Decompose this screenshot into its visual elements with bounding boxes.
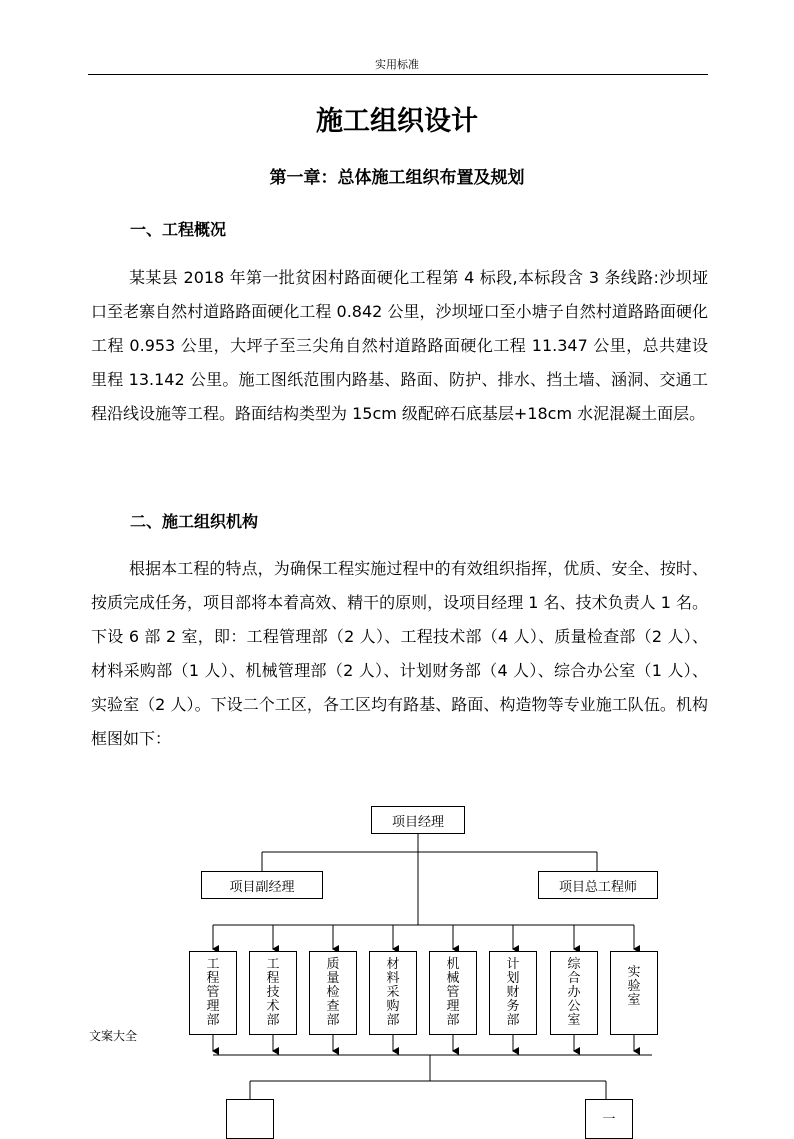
header-label: 实用标准 bbox=[375, 58, 419, 71]
org-box-work-area bbox=[226, 1099, 274, 1139]
department-label: 综合办公室 bbox=[567, 957, 581, 1028]
org-box-department bbox=[369, 951, 417, 1035]
document-title: 施工组织设计 bbox=[316, 106, 478, 137]
section-heading-organization: 二、施工组织机构 bbox=[130, 512, 259, 531]
work-area-label: 一 bbox=[602, 1112, 616, 1127]
department-label: 工程管理部 bbox=[206, 957, 220, 1028]
org-box-department bbox=[249, 951, 297, 1035]
paragraph-organization: 根据本工程的特点，为确保工程实施过程中的有效组织指挥，优质、安全、按时、按质完成任务，项目部将本着高效、精干的原则，设项目经理 1 名、技术负责人 1 名。下设 6 部 2 室，即：工程管理部（2 人）、工程技术部（4 人）、质量检查部（2 人）、材料采购部（1 人）、机械管理部（2 人）、计划财务部（4 人）、综合办公室（1 人）、实验室（2 人）。下设二个工区，各工区均有路基、路面、构造物等专业施工队伍。机构框图如下： bbox=[91, 559, 708, 748]
department-label: 质量检查部 bbox=[326, 957, 340, 1028]
department-label: 计划财务部 bbox=[506, 957, 520, 1028]
department-label: 工程技术部 bbox=[266, 957, 280, 1028]
org-box-department bbox=[309, 951, 357, 1035]
section-heading-overview: 一、工程概况 bbox=[130, 220, 227, 239]
org-box-deputy-manager: 项目副经理 bbox=[201, 871, 323, 899]
org-box-work-area bbox=[585, 1099, 633, 1139]
org-box-department bbox=[489, 951, 537, 1035]
org-box-chief-engineer: 项目总工程师 bbox=[538, 871, 658, 899]
org-box-department bbox=[610, 951, 658, 1035]
department-label: 机械管理部 bbox=[446, 957, 460, 1028]
paragraph-overview: 某某县 2018 年第一批贫困村路面硬化工程第 4 标段,本标段含 3 条线路:沙坝垭口至老寨自然村道路路面硬化工程 0.842 公里，沙坝垭口至小塘子自然村道路路面硬化工程 0.953 公里，大坪子至三尖角自然村道路路面硬化工程 11.347 公里，总共建设里程 13.142 公里。施工图纸范围内路基、路面、防护、排水、挡土墙、涵洞、交通工程沿线设施等工程。路面结构类型为 15cm 级配碎石底基层+18cm 水泥混凝土面层。 bbox=[91, 268, 708, 423]
chapter-title: 第一章：总体施工组织布置及规划 bbox=[269, 168, 525, 188]
org-box-project-manager: 项目经理 bbox=[371, 806, 465, 834]
org-box-department bbox=[429, 951, 477, 1035]
department-label: 实验室 bbox=[627, 965, 641, 1008]
footer-label: 文案大全 bbox=[89, 1029, 138, 1043]
org-box-department bbox=[189, 951, 237, 1035]
org-box-department bbox=[550, 951, 598, 1035]
department-label: 材料采购部 bbox=[386, 957, 400, 1028]
